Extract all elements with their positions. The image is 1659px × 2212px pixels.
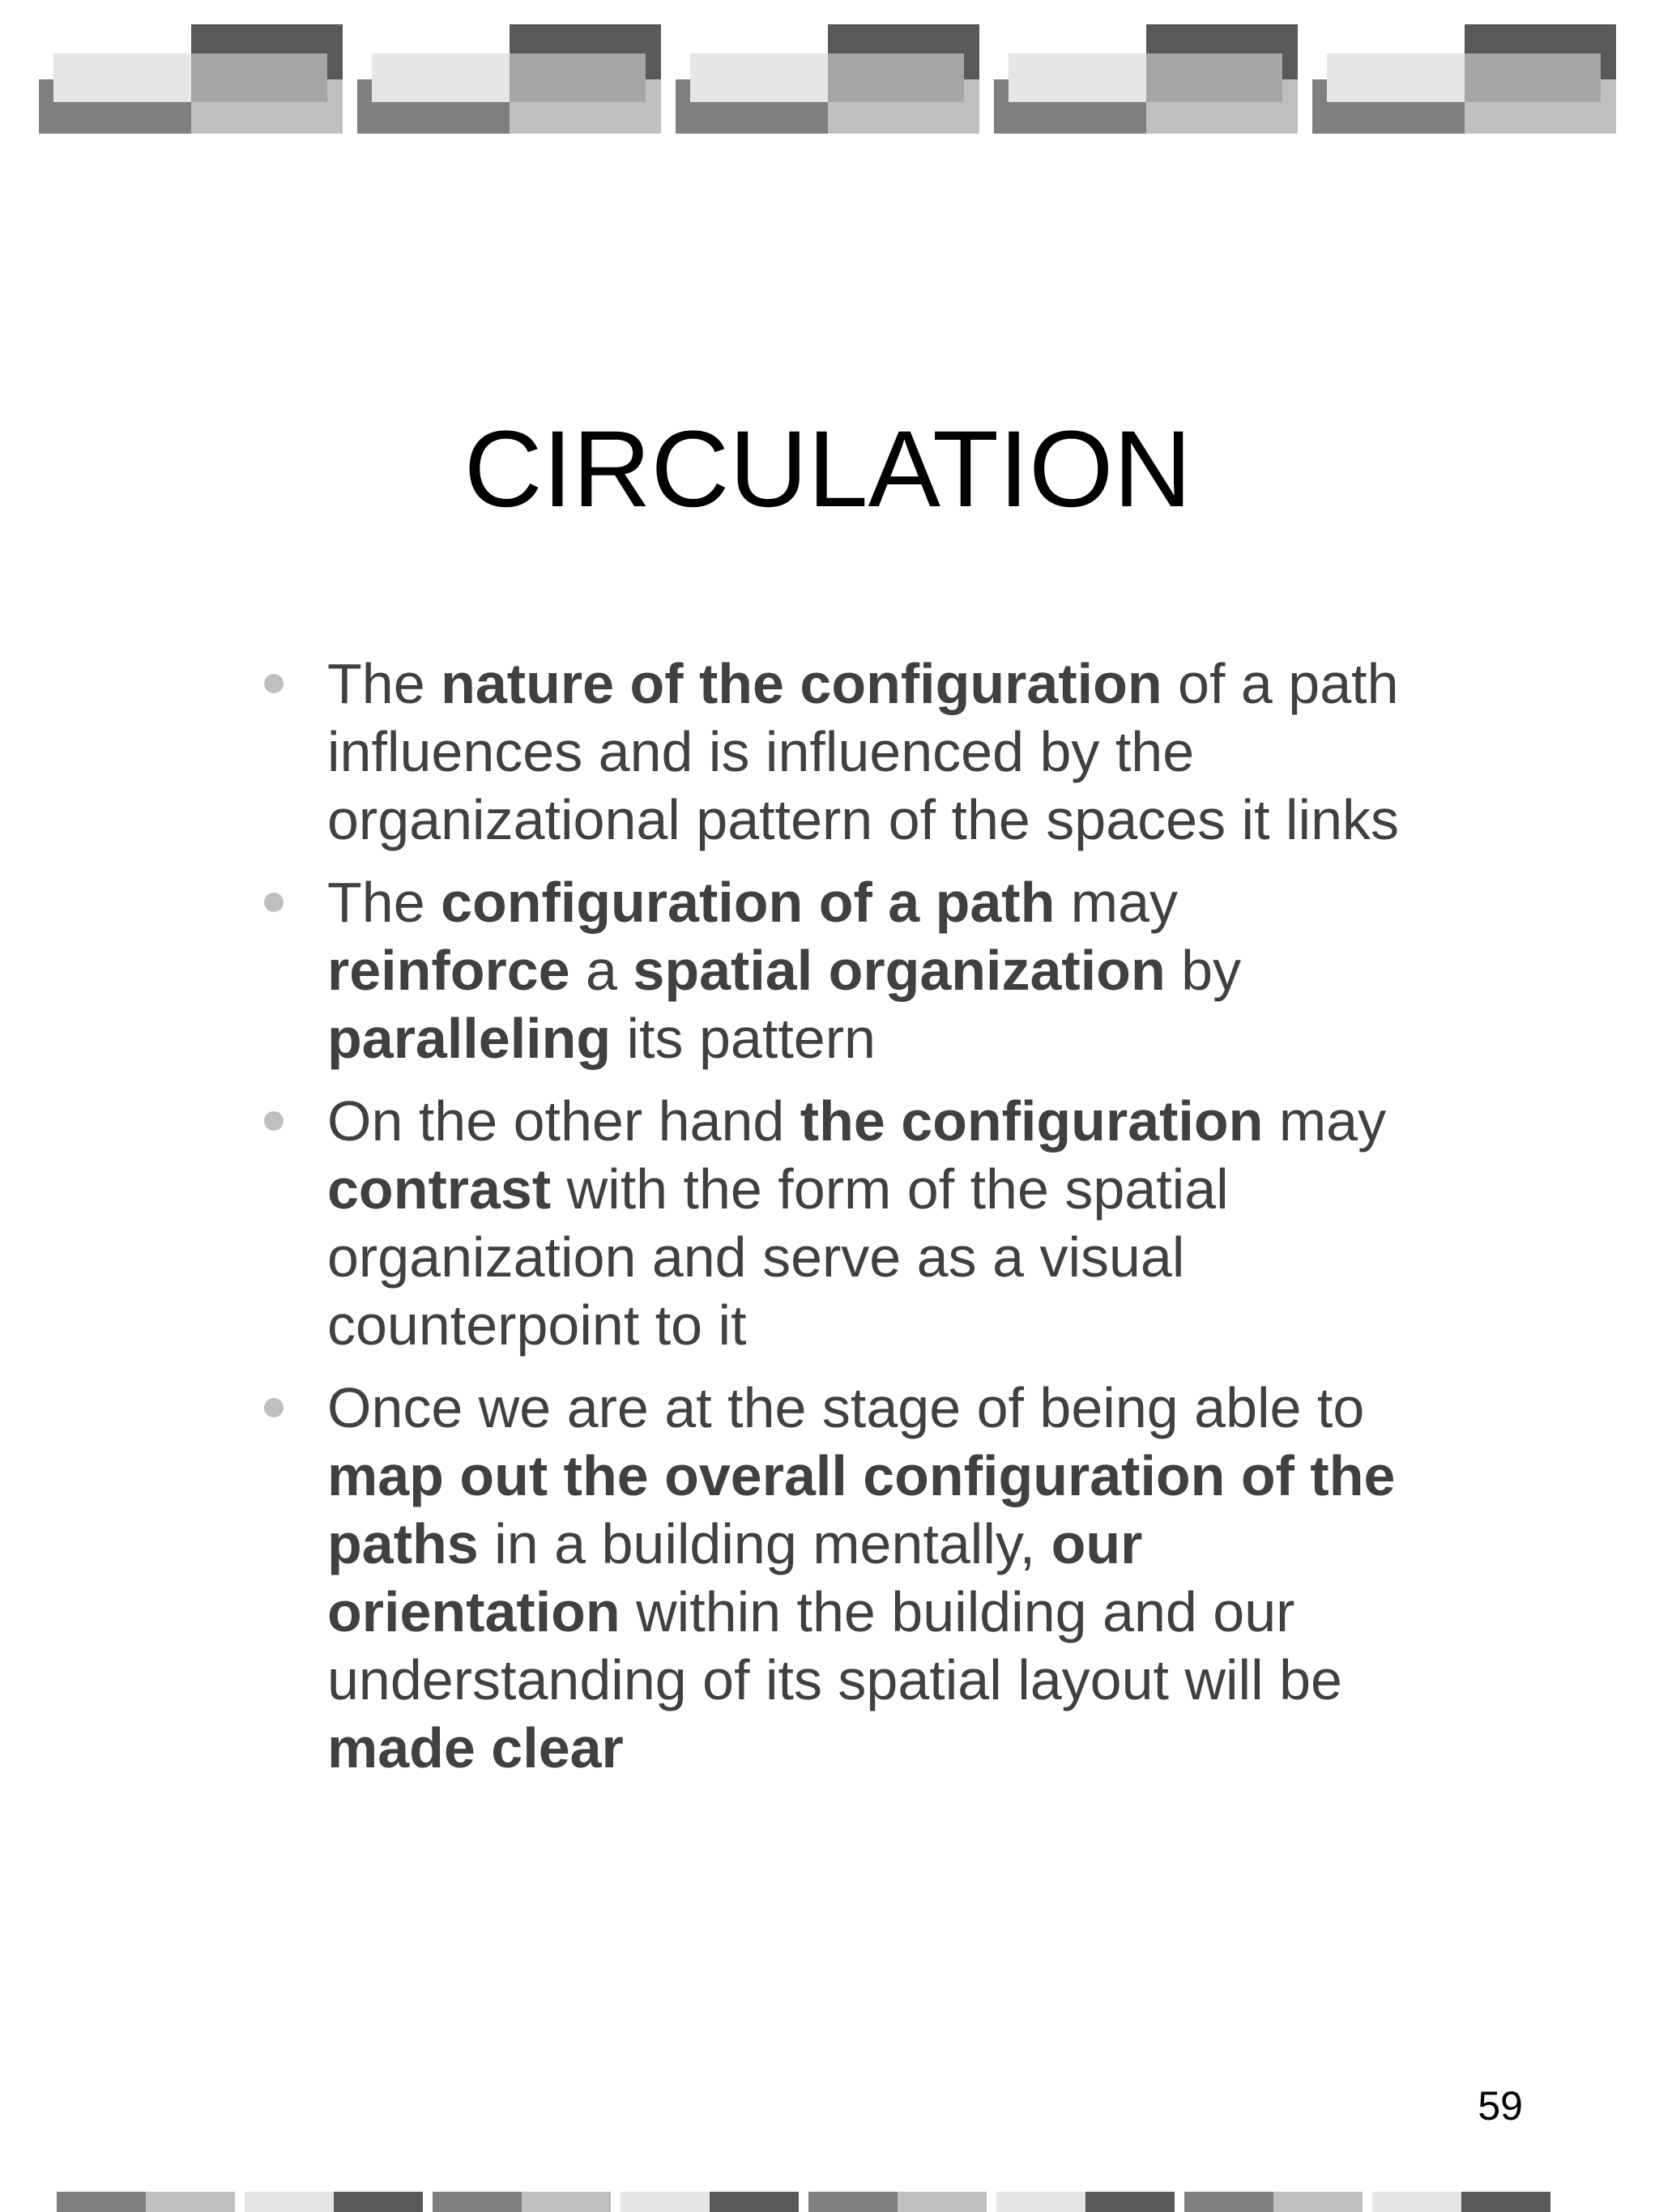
bullet-line — [327, 1578, 1523, 1646]
bold-text-run: paralleling — [327, 1007, 612, 1070]
bullet-line — [327, 786, 1523, 854]
slide-title: CIRCULATION — [463, 409, 1192, 530]
footer-segment — [710, 2192, 799, 2212]
bold-text-run: reinforce — [327, 939, 570, 1002]
bullet-list — [259, 650, 1523, 1796]
bullet-line — [327, 1223, 1523, 1291]
footer-segment — [1085, 2192, 1175, 2212]
footer-segment — [146, 2192, 235, 2212]
bold-text-run: made clear — [327, 1716, 624, 1779]
bold-text-run: map out the overall configuration of the — [327, 1444, 1396, 1507]
text-run: The — [327, 871, 441, 934]
text-run: of a path — [1162, 652, 1399, 715]
header-tile — [994, 24, 1298, 134]
header-tile — [1312, 24, 1616, 134]
bullet-line — [327, 1442, 1523, 1510]
text-run: On the other hand — [327, 1089, 800, 1153]
text-run: Once we are at the stage of being able to — [327, 1376, 1365, 1439]
text-run: may — [1263, 1089, 1387, 1153]
footer-segment — [621, 2192, 710, 2212]
bullet-line — [327, 1646, 1523, 1714]
page-number: 59 — [1478, 2083, 1523, 2129]
bullet-dot-icon — [264, 1111, 284, 1131]
header-tile — [676, 24, 979, 134]
bold-text-run: the configuration — [800, 1089, 1264, 1153]
text-run: within the building and our — [620, 1580, 1295, 1643]
bullet-line — [327, 650, 1523, 718]
text-run: its pattern — [611, 1007, 876, 1070]
bullet-item — [259, 1374, 1523, 1782]
text-run: The — [327, 652, 441, 715]
bold-text-run: nature of the configuration — [441, 652, 1162, 715]
header-tile — [357, 24, 661, 134]
bullet-line — [327, 868, 1523, 936]
bullet-line — [327, 1374, 1523, 1442]
text-run: influences and is influenced by the — [327, 720, 1195, 783]
text-run: may — [1055, 871, 1179, 934]
footer-segment — [898, 2192, 987, 2212]
footer-segment — [808, 2192, 898, 2212]
text-run: counterpoint to it — [327, 1294, 747, 1357]
text-run: in a building mentally, — [478, 1512, 1051, 1575]
bullet-item — [259, 868, 1523, 1072]
bullet-line — [327, 1155, 1523, 1223]
footer-segment — [245, 2192, 334, 2212]
header-tile — [39, 24, 343, 134]
footer-segment — [334, 2192, 423, 2212]
bold-text-run: configuration of a path — [441, 871, 1056, 934]
footer-decorative-band — [57, 2192, 1596, 2212]
bold-text-run: paths — [327, 1512, 479, 1575]
bold-text-run: our — [1051, 1512, 1143, 1575]
text-run: organization and serve as a visual — [327, 1225, 1185, 1289]
footer-segment — [1372, 2192, 1461, 2212]
bullet-item — [259, 650, 1523, 854]
text-run: by — [1165, 939, 1242, 1002]
bold-text-run: spatial organization — [633, 939, 1166, 1002]
bullet-dot-icon — [264, 893, 284, 912]
footer-segment — [433, 2192, 522, 2212]
text-run: with the form of the spatial — [551, 1157, 1229, 1221]
footer-segment — [522, 2192, 611, 2212]
bullet-line — [327, 1714, 1523, 1782]
header-decorative-band — [39, 24, 1615, 134]
bullet-item — [259, 1087, 1523, 1359]
bullet-line — [327, 1510, 1523, 1578]
bullet-line — [327, 1004, 1523, 1072]
bullet-line — [327, 1291, 1523, 1359]
text-run: organizational pattern of the spaces it links — [327, 788, 1399, 851]
bold-text-run: orientation — [327, 1580, 621, 1643]
bold-text-run: contrast — [327, 1157, 552, 1221]
bullet-line — [327, 718, 1523, 786]
bullet-line — [327, 936, 1523, 1004]
footer-segment — [996, 2192, 1085, 2212]
footer-segment — [1184, 2192, 1273, 2212]
footer-segment — [57, 2192, 146, 2212]
text-run: a — [569, 939, 633, 1002]
bullet-dot-icon — [264, 674, 284, 693]
text-run: understanding of its spatial layout will be — [327, 1648, 1342, 1711]
bullet-line — [327, 1087, 1523, 1155]
footer-segment — [1461, 2192, 1550, 2212]
bullet-dot-icon — [264, 1398, 284, 1417]
footer-segment — [1273, 2192, 1363, 2212]
